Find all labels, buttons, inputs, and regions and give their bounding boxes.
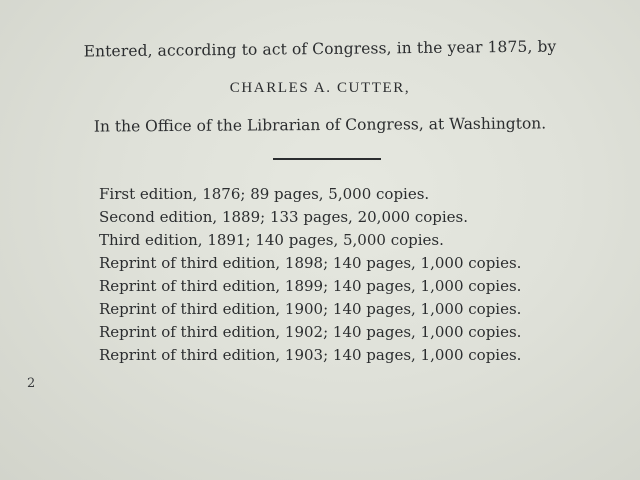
edition-list <box>99 184 579 368</box>
edition-line: Third edition, 1891; 140 pages, 5,000 copies. <box>99 231 444 249</box>
edition-line: Reprint of third edition, 1903; 140 pages, 1,000 copies. <box>99 346 522 364</box>
edition-line: Reprint of third edition, 1902; 140 pages, 1,000 copies. <box>99 323 522 341</box>
edition-line: Second edition, 1889; 133 pages, 20,000 copies. <box>99 208 469 226</box>
edition-line: Reprint of third edition, 1898; 140 pages, 1,000 copies. <box>99 254 522 272</box>
copyright-holder-name: CHARLES A. CUTTER, <box>229 80 411 96</box>
edition-line: First edition, 1876; 89 pages, 5,000 copies. <box>99 185 430 203</box>
page-number: 2 <box>27 376 36 391</box>
copyright-entered-line: Entered, according to act of Congress, in the year 1875, by <box>83 37 557 61</box>
divider-rule <box>273 158 381 160</box>
copyright-office-line: In the Office of the Librarian of Congress, at Washington. <box>93 114 547 136</box>
edition-line: Reprint of third edition, 1900; 140 pages, 1,000 copies. <box>99 300 522 318</box>
edition-line: Reprint of third edition, 1899; 140 pages, 1,000 copies. <box>99 277 522 295</box>
